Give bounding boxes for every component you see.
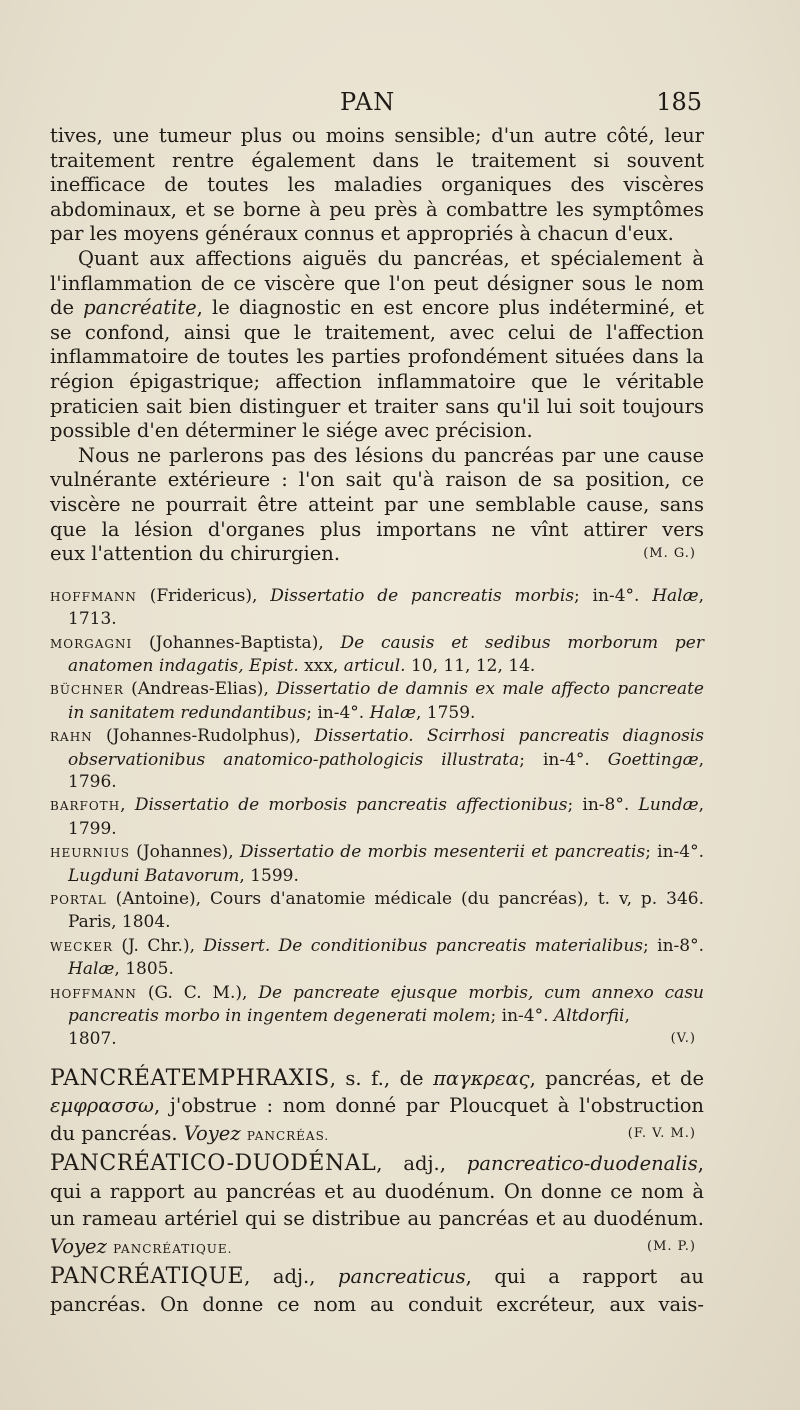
entry-pancreatique — [50, 1263, 704, 1318]
entry-pancreatico-duodenal — [50, 1150, 704, 1263]
entry-text: , qui a rapport au pancréas et au duodénum. On donne ce nom à un rameau artériel qui se distribue au pancréas et au duodénum. — [50, 1152, 704, 1231]
entry-signature: (F. V. M.) — [627, 1125, 696, 1141]
bib-author: BÜCHNER — [50, 683, 124, 698]
bib-title: De pancreate ejusque morbis, cum annexo casu pancreatis morbo in ingentem degenerati molem — [68, 982, 704, 1026]
cross-reference: PANCRÉATIQUE. — [113, 1241, 233, 1256]
paragraph-3-last-line — [50, 542, 704, 567]
bib-author: HOFFMANN — [50, 986, 137, 1001]
bib-details: ; in-4°. — [306, 702, 370, 723]
bib-author: HOFFMANN — [50, 589, 137, 604]
bib-title: Dissertatio de damnis ex male affecto pancreate in sanitatem redundantibus — [68, 679, 704, 723]
bib-author: BARFOTH — [50, 799, 121, 814]
bib-place: Halæ — [369, 702, 416, 723]
dictionary-entries — [50, 1065, 704, 1319]
paragraph-3: Nous ne parlerons pas des lésions du pancréas par une cause vulnérante extérieure : l'on sait qu'à raison de sa position, ce viscère ne pourrait être atteint par une semblable cause, sans que la lésion d'organes plus importans ne vînt attirer vers — [50, 443, 704, 541]
bib-title: De causis et sedibus morborum per anatomen indagatis, Epist. — [68, 632, 704, 676]
entry-text: , s. f., de — [329, 1066, 434, 1090]
entry-text: , qui a rapport au pancréas. On donne ce nom au conduit excréteur, aux vais- — [50, 1265, 704, 1316]
bibliography-item — [50, 841, 704, 887]
paragraph-3-tail: eux l'attention du chirurgien. — [50, 542, 341, 566]
bib-names: , — [120, 795, 135, 816]
bib-details: ; in-8°. — [567, 795, 639, 816]
bibliography — [50, 585, 704, 1028]
bib-title: Dissertatio de pancreatis morbis — [270, 585, 575, 606]
paragraph-2-text-a: Quant aux affections aiguës du pancréas, et spécialement à l'inflammation de ce viscère que l'on peut désigner sous le nom de — [50, 246, 704, 320]
bib-author: WECKER — [50, 939, 114, 954]
bibliography-item — [50, 678, 704, 724]
running-head — [50, 88, 704, 124]
bibliography-last-year: 1807. — [68, 1029, 117, 1050]
bib-details: , 1799. — [68, 795, 704, 839]
bib-title: Dissertatio. Scirrhosi pancreatis diagnosis observationibus anatomico-pathologicis illustrata — [68, 726, 705, 770]
bib-place: Halæ — [68, 959, 115, 980]
bibliography-item — [50, 935, 704, 981]
bib-details: , 1805. — [114, 959, 174, 980]
bib-place: Lugduni Batavorum — [68, 865, 240, 886]
voyez-label: Voyez — [183, 1121, 241, 1145]
bibliography-item — [50, 632, 704, 678]
bibliography-item — [50, 794, 704, 840]
bib-details: , 1759. — [415, 702, 476, 723]
bib-details: ; in-4°. — [490, 1006, 554, 1026]
bib-place: Lundæ — [638, 795, 699, 816]
bibliography-item — [50, 982, 704, 1028]
bib-details: Cours d'anatomie médicale (du pancréas), t. v, p. 346. Paris, 1804. — [68, 888, 704, 933]
bibliography-item — [50, 888, 704, 934]
headword: PANCRÉATICO-DUODÉNAL — [50, 1151, 377, 1177]
greek-word: εμφρασσω — [50, 1094, 154, 1118]
bib-names: (Andreas-Elias), — [123, 679, 277, 700]
bib-names: (Johannes-Baptista), — [132, 632, 341, 653]
paragraph-2-text-b: , le diagnostic en est encore plus indéterminé, et se confond, ainsi que le traitement, avec celui de l'affection inflammatoire de toutes les parties profondément situées dans la région épigastrique; affection inflammatoire que le véritable praticien sait bien distinguer et traiter sans qu'il lui soit toujours possible d'en déterminer le siége avec précision. — [50, 296, 704, 443]
bib-author: RAHN — [50, 730, 93, 745]
bib-author: HEURNIUS — [50, 846, 130, 861]
bib-details: , 1713. — [68, 585, 704, 630]
paragraph-1: tives, une tumeur plus ou moins sensible; d'un autre côté, leur traitement rentre également dans le traitement si souvent inefficace de toutes les maladies organiques des viscères abdominaux, et se borne à peu près à combattre les symptômes par les moyens généraux connus et appropriés à chacun d'eux. — [50, 124, 704, 246]
entry-text: , j'obstrue : nom donné par Ploucquet à l'obstruction du pancréas. — [50, 1094, 704, 1145]
running-title: PAN — [340, 88, 396, 116]
bib-title: Dissertatio de morbosis pancreatis affectionibus — [134, 795, 568, 816]
bib-names: (Johannes), — [129, 842, 240, 863]
cross-reference: PANCRÉAS. — [246, 1128, 330, 1143]
entry-text: , adj., — [376, 1152, 467, 1176]
term-pancreatite: pancréatite — [83, 296, 197, 320]
bib-place: Goettingæ — [607, 749, 699, 770]
bib-title: Dissertatio de morbis mesenterii et pancreatis — [239, 842, 646, 863]
bib-place: Altdorfii — [553, 1006, 625, 1026]
bib-details: ; in-4°. — [519, 749, 608, 770]
entry-text: , pancréas, et de — [529, 1066, 704, 1090]
latin-term: pancreatico-duodenalis — [466, 1152, 698, 1176]
bibliography-end-line — [50, 1028, 704, 1050]
bibliography-item — [50, 585, 704, 631]
bib-details: ; in-4°. — [645, 842, 704, 863]
paragraph-2 — [50, 247, 704, 444]
author-signature: (M. G.) — [643, 546, 696, 562]
bib-author: PORTAL — [50, 892, 107, 907]
bib-details: ; in-4°. — [574, 585, 653, 606]
entry-signature: (M. P.) — [647, 1238, 696, 1254]
page-number: 185 — [656, 88, 702, 116]
bib-details: xxx, — [298, 655, 344, 676]
page-content — [50, 88, 704, 1318]
bib-details: , 1599. — [239, 865, 299, 886]
greek-word: παγκρεας — [433, 1066, 530, 1090]
latin-term: pancreaticus — [337, 1265, 466, 1289]
headword: PANCRÉATIQUE — [50, 1264, 245, 1290]
bib-names: (Fridericus), — [136, 585, 271, 606]
bib-details: 10, 11, 12, 14. — [405, 655, 536, 676]
bib-details: ; in-8°. — [643, 935, 704, 956]
bib-details: , — [624, 1006, 630, 1026]
bib-names: (J. Chr.), — [113, 935, 204, 956]
bib-names: (G. C. M.), — [136, 982, 259, 1003]
bib-names: (Johannes-Rudolphus), — [92, 726, 315, 747]
entry-text: , adj., — [244, 1265, 338, 1289]
headword: PANCRÉATEMPHRAXIS — [50, 1065, 330, 1091]
bibliography-item — [50, 725, 704, 793]
entry-pancreatemphraxis — [50, 1065, 704, 1151]
bibliography-signature: (V.) — [670, 1031, 696, 1047]
bib-title: Dissert. De conditionibus pancreatis materialibus — [203, 935, 644, 956]
voyez-label: Voyez — [50, 1234, 107, 1258]
bib-author: MORGAGNI — [50, 636, 133, 651]
bib-place: articul. — [343, 655, 406, 676]
bib-details: , 1796. — [68, 749, 704, 792]
bib-place: Halæ — [652, 585, 699, 606]
bib-names: (Antoine), — [106, 888, 210, 909]
